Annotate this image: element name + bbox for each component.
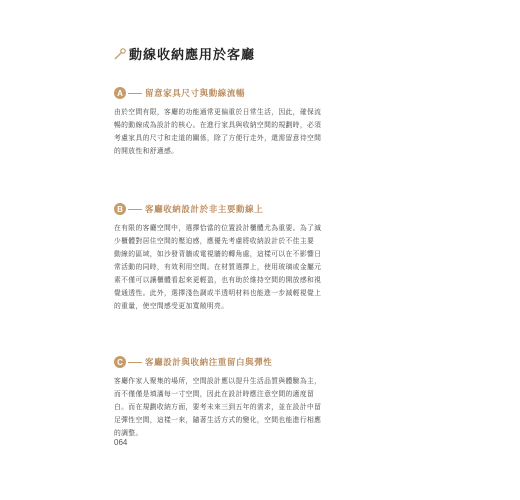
section-badge: B	[114, 203, 126, 215]
section-b	[114, 202, 414, 313]
section-body	[114, 222, 414, 313]
body-line: 常活動的同時，有效利用空間。在材質選擇上，使用玻璃或金屬元	[114, 263, 322, 271]
section-divider	[128, 362, 142, 363]
body-line: 足彈性空間，這樣一來，隨著生活方式的變化，空間也能進行相應	[114, 416, 322, 424]
body-line: 考慮家具的尺寸和走道的關係，除了方便行走外，還需留意待空間	[114, 134, 322, 142]
section-heading	[114, 86, 414, 100]
body-line: 暢的動線成為設計的核心。在進行家具與收納空間的規劃時，必須	[114, 121, 322, 129]
section-heading	[114, 202, 414, 216]
body-line: 少櫃體對居住空間的壓迫感，應優先考慮將收納設計於不佳主要	[114, 237, 315, 245]
body-line: 覺通透性。此外，選擇淺色調或半透明材料也能進一步減輕視覺上	[114, 289, 322, 297]
body-line: 而不僅僅是填滿每一寸空間，因此在設計時應注意空間的適度留	[114, 390, 315, 398]
body-line: 客廳作家人聚集的場所，空間設計應以提升生活品質與體驗為主，	[114, 377, 322, 385]
body-line: 動線的區域，如沙發背牆或電視牆的轉角處，這樣可以在不影響日	[114, 250, 322, 258]
section-a	[114, 86, 414, 158]
pin-icon	[114, 48, 126, 60]
section-c	[114, 355, 414, 440]
page-number: 064	[114, 438, 128, 447]
section-heading	[114, 355, 414, 369]
page-title	[114, 44, 255, 63]
section-badge: C	[114, 356, 126, 368]
body-line: 由於空間有限，客廳的功能通常更偏重於日常生活，因此，確保流	[114, 108, 322, 116]
body-line: 的調整。	[114, 429, 143, 437]
section-title: 客廳收納設計於非主要動線上	[145, 205, 264, 215]
section-title: 留意家具尺寸與動線流暢	[145, 89, 246, 99]
section-divider	[128, 93, 142, 94]
section-body	[114, 106, 414, 158]
body-line: 素不僅可以讓櫃體看起來更輕盈，也有助於維持空間的開放感和視	[114, 276, 322, 284]
body-line: 的重量，使空間感受更加寬敞明亮。	[114, 302, 229, 310]
body-line: 在有限的客廳空間中，選擇恰當的位置設計櫃體尤為重要。為了減	[114, 224, 322, 232]
page-title-text: 動線收納應用於客廳	[129, 48, 256, 63]
section-title: 客廳設計與收納注重留白與彈性	[145, 358, 273, 368]
section-divider	[128, 209, 142, 210]
body-line: 白。而在規劃收納方面，要考未來三到五年的需求，並在設計中留	[114, 403, 322, 411]
section-badge: A	[114, 87, 126, 99]
body-line: 的開放性和舒適感。	[114, 147, 179, 155]
section-body	[114, 375, 414, 440]
